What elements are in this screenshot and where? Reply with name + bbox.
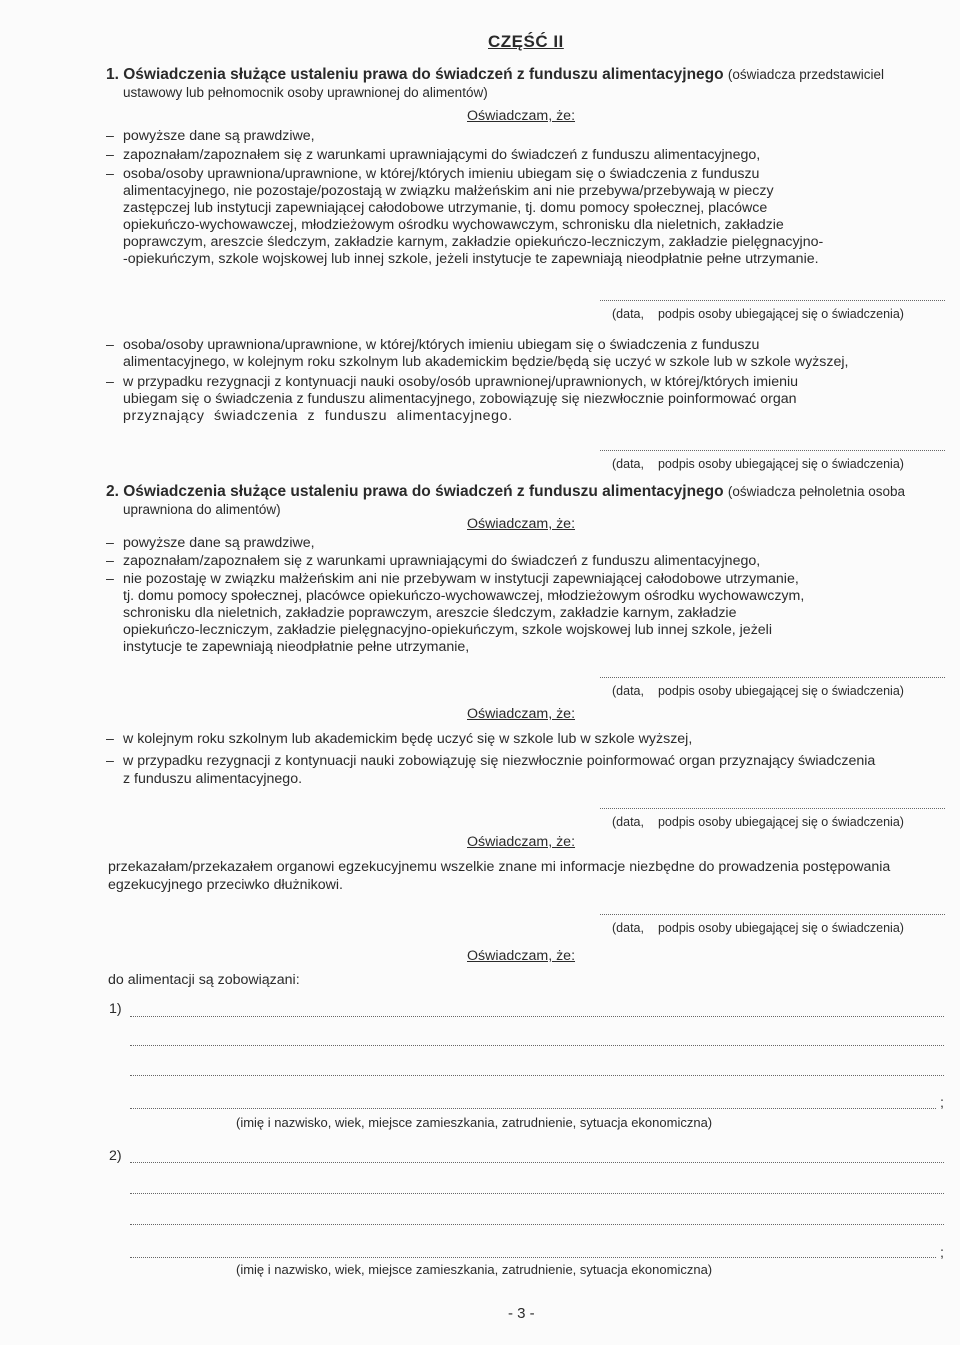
s1-statement-not-married-l5: poprawczym, areszcie śledczym, zakładzie karnym, zakładzie opiekuńczo-leczniczym, zakładzie pielęgnacyjno-: [123, 234, 824, 250]
obliged-person-2-line[interactable]: [130, 1162, 944, 1163]
s2-statement-school: w kolejnym roku szkolnym lub akademickim będę uczyć się w szkole lub w szkole wyższej,: [123, 731, 693, 747]
bullet: –: [106, 753, 114, 769]
obliged-person-1-line[interactable]: [130, 1075, 944, 1076]
signature-line[interactable]: [600, 677, 945, 678]
bullet: –: [106, 571, 114, 587]
s2-statement-resign-l2: z funduszu alimentacyjnego.: [123, 771, 303, 787]
signature-caption: (data, podpis osoby ubiegającej się o świadczenia): [612, 307, 904, 321]
obliged-person-2-number: 2): [109, 1148, 122, 1164]
s2-statement-data-true: powyższe dane są prawdziwe,: [123, 535, 315, 551]
declaration-heading: Oświadczam, że:: [467, 948, 576, 964]
declaration-heading: Oświadczam, że:: [467, 516, 576, 532]
s1-statement-read-conditions: zapoznałam/zapoznałem się z warunkami uprawniającymi do świadczeń z funduszu alimentacyjnego,: [123, 147, 761, 163]
section-1-title: Oświadczenia służące ustaleniu prawa do świadczeń z funduszu alimentacyjnego: [123, 66, 724, 83]
semicolon: ;: [940, 1095, 944, 1111]
s1-statement-data-true: powyższe dane są prawdziwe,: [123, 128, 315, 144]
s2-statement-not-married-l5: instytucje te zapewniają nieodpłatnie pełne utrzymanie,: [123, 639, 470, 655]
s2-statement-not-married-l2: tj. domu pomocy społecznej, placówce opiekuńczo-wychowawczej, młodzieżowym ośrodku wychowawczym,: [123, 588, 805, 604]
s1-statement-not-married-l3: zastępczej lub instytucji zapewniającej całodobowe utrzymanie, tj. domu pomocy społecznej, placówce: [123, 200, 768, 216]
signature-caption: (data, podpis osoby ubiegającej się o świadczenia): [612, 815, 904, 829]
s2-statement-read-conditions: zapoznałam/zapoznałem się z warunkami uprawniającymi do świadczeń z funduszu alimentacyjnego,: [123, 553, 761, 569]
obliged-person-1-number: 1): [109, 1001, 122, 1017]
signature-caption: (data, podpis osoby ubiegającej się o świadczenia): [612, 921, 904, 935]
section-2-number: 2.: [106, 483, 119, 500]
bullet: –: [106, 128, 114, 144]
s1-statement-resign-l2: ubiegam się o świadczenia z funduszu alimentacyjnego, zobowiązuję się niezwłocznie poinformować organ: [123, 391, 797, 407]
bullet: –: [106, 731, 114, 747]
section-2-header: [106, 483, 905, 500]
bullet: –: [106, 147, 114, 163]
s1-statement-not-married-l1: osoba/osoby uprawniona/uprawnione, w której/których imieniu ubiegam się o świadczenia z funduszu: [123, 166, 760, 182]
bullet: –: [106, 553, 114, 569]
s2-statement-enforcement-l2: egzekucyjnego przeciwko dłużnikowi.: [108, 877, 344, 893]
declaration-heading: Oświadczam, że:: [467, 108, 576, 124]
s1-statement-not-married-l6: -opiekuńczym, szkole wojskowej lub innej szkole, jeżeli instytucje te zapewniają nieodpłatnie pełne utrzymanie.: [123, 251, 819, 267]
signature-line[interactable]: [600, 808, 945, 809]
obliged-person-2-line[interactable]: [130, 1257, 936, 1258]
s1-statement-resign-l1: w przypadku rezygnacji z kontynuacji nauki osoby/osób uprawnionej/uprawnionych, w której/których imieniu: [123, 374, 799, 390]
signature-caption: (data, podpis osoby ubiegającej się o świadczenia): [612, 457, 904, 471]
obliged-person-1-line[interactable]: [130, 1108, 936, 1109]
signature-line[interactable]: [600, 450, 945, 451]
s2-statement-resign-l1: w przypadku rezygnacji z kontynuacji nauki zobowiązuję się niezwłocznie poinformować organ przyznający świadczenia: [123, 753, 876, 769]
signature-caption: (data, podpis osoby ubiegającej się o świadczenia): [612, 684, 904, 698]
s1-statement-not-married-l2: alimentacyjnego, nie pozostaje/pozostają w związku małżeńskim ani nie przebywa/przebywają w pieczy: [123, 183, 774, 199]
section-1-number: 1.: [106, 66, 119, 83]
s2-statement-not-married-l3: schronisku dla nieletnich, zakładzie poprawczym, areszcie śledczym, zakładzie karnym, zakładzie: [123, 605, 737, 621]
obliged-person-2-line[interactable]: [130, 1193, 944, 1194]
s1-statement-resign-l3: przyznający świadczenia z funduszu alimentacyjnego.: [123, 408, 513, 424]
s1-statement-not-married-l4: opiekuńczo-wychowawczej, młodzieżowym ośrodku wychowawczym, schronisku dla nieletnich, zakładzie: [123, 217, 784, 233]
declaration-heading: Oświadczam, że:: [467, 834, 576, 850]
section-2-title: Oświadczenia służące ustaleniu prawa do świadczeń z funduszu alimentacyjnego: [123, 483, 724, 500]
bullet: –: [106, 337, 114, 353]
obliged-person-2-line[interactable]: [130, 1224, 944, 1225]
bullet: –: [106, 374, 114, 390]
section-2-note-cont: uprawniona do alimentów): [123, 502, 281, 517]
signature-line[interactable]: [600, 300, 945, 301]
signature-line[interactable]: [600, 914, 945, 915]
section-2-note: (oświadcza pełnoletnia osoba: [727, 484, 906, 499]
bullet: –: [106, 535, 114, 551]
page-heading: CZĘŚĆ II: [488, 32, 564, 51]
s2-statement-not-married-l4: opiekuńczo-leczniczym, zakładzie pielęgnacyjno-opiekuńczym, szkole wojskowej lub innej szkole, jeżeli: [123, 622, 772, 638]
s2-statement-not-married-l1: nie pozostaję w związku małżeńskim ani nie przebywam w instytucji zapewniającej całodobowe utrzymanie,: [123, 571, 799, 587]
section-1-header: [106, 66, 884, 83]
obliged-person-1-line[interactable]: [130, 1016, 944, 1017]
semicolon: ;: [940, 1245, 944, 1261]
person-caption: (imię i nazwisko, wiek, miejsce zamieszkania, zatrudnienie, sytuacja ekonomiczna): [236, 1115, 713, 1130]
section-1-note: (oświadcza przedstawiciel: [727, 67, 884, 82]
page-number: - 3 -: [508, 1305, 535, 1322]
s1-statement-school-l1: osoba/osoby uprawniona/uprawnione, w której/których imieniu ubiegam się o świadczenia z funduszu: [123, 337, 760, 353]
person-caption: (imię i nazwisko, wiek, miejsce zamieszkania, zatrudnienie, sytuacja ekonomiczna): [236, 1262, 713, 1277]
obliged-person-1-line[interactable]: [130, 1045, 944, 1046]
s1-statement-school-l2: alimentacyjnego, w kolejnym roku szkolnym lub akademickim będzie/będą się uczyć w szkole lub w szkole wyższej,: [123, 354, 849, 370]
s2-statement-enforcement-l1: przekazałam/przekazałem organowi egzekucyjnemu wszelkie znane mi informacje niezbędne do prowadzenia postępowania: [108, 859, 891, 875]
declaration-heading: Oświadczam, że:: [467, 706, 576, 722]
section-1-note-cont: ustawowy lub pełnomocnik osoby uprawnionej do alimentów): [123, 85, 488, 100]
obliged-persons-label: do alimentacji są zobowiązani:: [108, 972, 300, 988]
bullet: –: [106, 166, 114, 182]
